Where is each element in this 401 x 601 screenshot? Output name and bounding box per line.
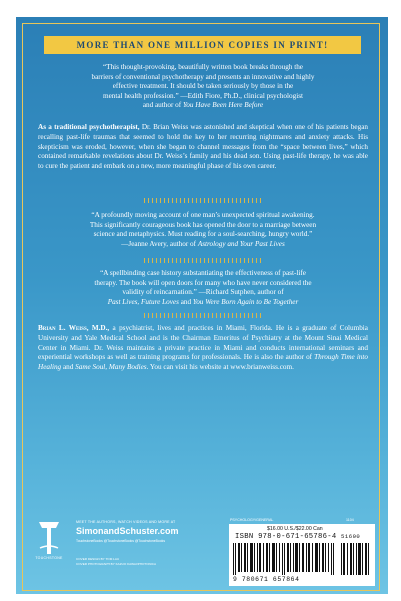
quote-avery: “A profoundly moving account of one man’s unexpected spiritual awakening. This significantly courageous book has opened the door to a marriage between science and metaphysics. Must reading for a soul-searching, hungry world.” —Jeanne Avery, author of Astrology and Your Past Lives [89, 211, 317, 248]
author-name: Brian L. Weiss, M.D., [38, 324, 110, 332]
summary-body: Dr. Brian Weiss was astonished and skeptical when one of his patients began recalling past-life traumas that seemed to hold the key to her recurring nightmares and anxiety attacks. His skepticism was eroded, however, when she began to channel messages from the “space between lives,” which contained remarkable revelations about Dr. Weiss’s family and his dead son. Using past-life therapy, he was able to cure the patient and embark on a new, more meaningful phase of his own career. [38, 123, 369, 171]
category-code: 1104 [346, 518, 354, 522]
barcode-panel [229, 524, 375, 586]
author-bio: Brian L. Weiss, M.D., a psychiatrist, lives and practices in Miami, Florida. He is a graduate of Columbia University and Yale Medical School and is the Chairman Emeritus of Psychiatry at the Mount Sinai Medical Center in Miami. Dr. Weiss maintains a private practice in Miami and conducts international seminars and experiential workshops as well as training programs for professionals. He is also the author of Through Time into Healing and Same Soul, Many Bodies. You can visit his website at www.brianweiss.com. [38, 324, 368, 372]
touchstone-logo-icon [36, 520, 62, 556]
publisher-name: TOUCHSTONE [35, 556, 63, 560]
meet-authors-text: MEET THE AUTHORS, WATCH VIDEOS AND MORE AT [76, 520, 176, 524]
category-label: PSYCHOLOGY/GENERAL [230, 518, 274, 522]
price-text: $16.00 U.S./$22.00 Can [267, 526, 323, 532]
quote-fiore: “This thought-provoking, beautifully written book breaks through the barriers of conventional psychotherapy and presents an innovative and highly effective treatment. It should be taken seriously by those in the mental health profession.” —Edith Fiore, Ph.D., clinical psychologist and author of You Have Been Here Before [91, 63, 315, 110]
footer [16, 514, 388, 594]
divider-1 [144, 198, 262, 203]
isbn-text: ISBN 978-0-671-65786-4 [235, 533, 337, 541]
publisher-website-link[interactable]: SimonandSchuster.com [76, 526, 179, 536]
price-barcode-icon [341, 543, 371, 575]
barcode-icon [233, 543, 335, 575]
summary-lead: As a traditional psychotherapist, [38, 123, 140, 131]
divider-2 [144, 258, 262, 263]
sales-banner: MORE THAN ONE MILLION COPIES IN PRINT! [44, 36, 361, 54]
divider-3 [144, 313, 262, 318]
barcode-number: 9 780671 657864 [233, 576, 300, 583]
quote-sutphen: “A spellbinding case history substantiating the effectiveness of past-life therapy. The book will open doors for many who have never considered the validity of reincarnation.” —Richard Sutphen, author of Past Lives, Future Loves and You Were Born Again to Be Together [94, 269, 312, 306]
back-cover [16, 17, 388, 594]
social-handles: TouchstoneBooks @TouchstoneBooks @TouchstoneBooks [76, 539, 166, 543]
cover-credits: COVER DESIGN BY TOM LAU COVER PHOTOGRAPH BY KAZUO KAWAI/PHOTONICA [76, 557, 157, 566]
price-code: 51600 [341, 533, 361, 540]
book-summary [38, 123, 368, 172]
